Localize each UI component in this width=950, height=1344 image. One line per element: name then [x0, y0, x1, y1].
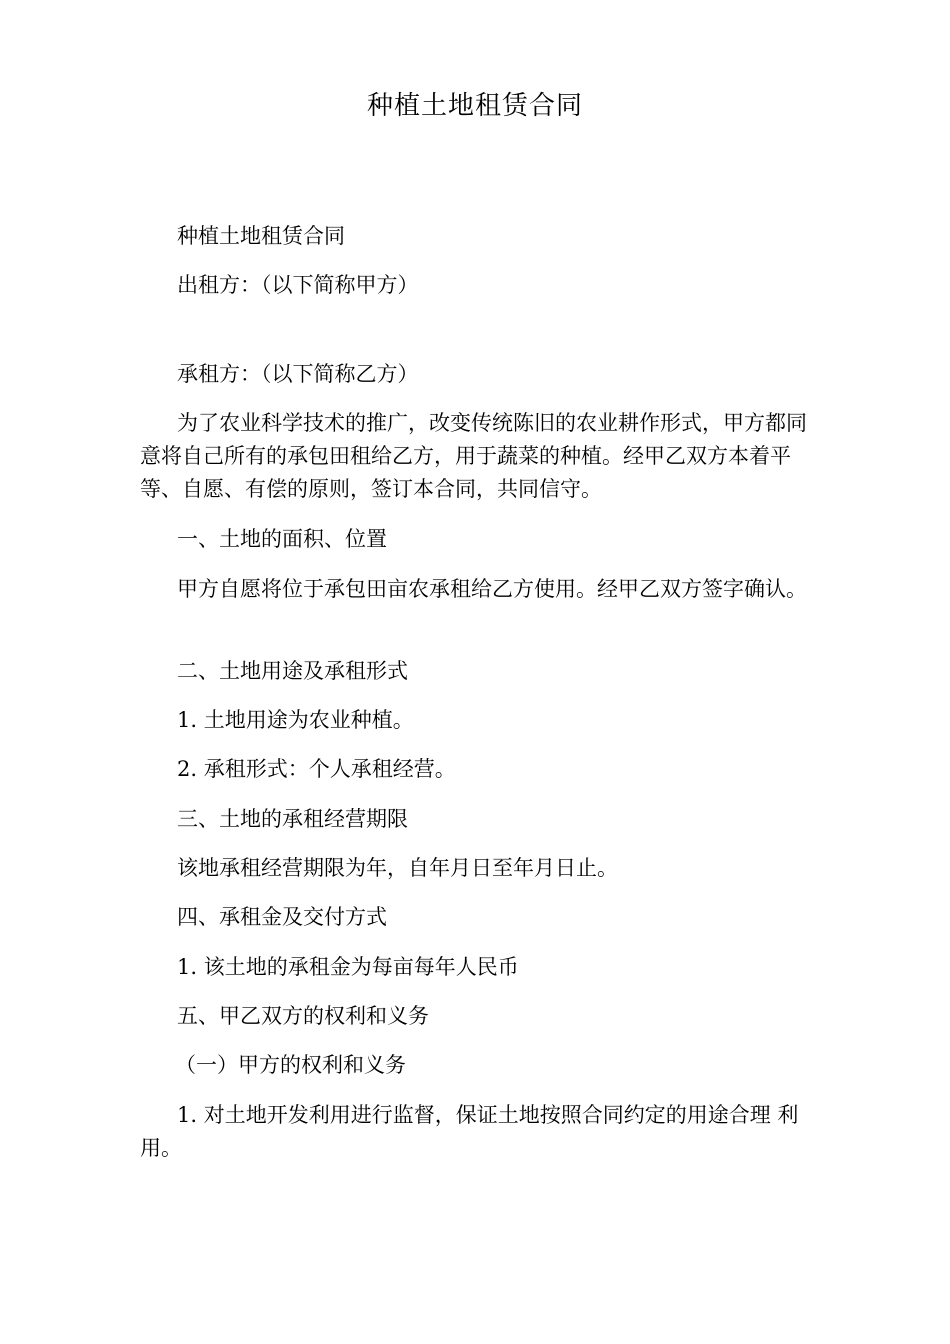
clause-2-1: 1. 土地用途为农业种植。: [177, 708, 414, 732]
paragraph-section-3: 该地承租经营期限为年，自年月日至年月日止。: [177, 856, 618, 880]
section-heading-3: 三、土地的承租经营期限: [177, 807, 408, 831]
section-heading-2: 二、土地用途及承租形式: [177, 659, 408, 683]
paragraph-subtitle: 种植土地租赁合同: [177, 224, 345, 248]
paragraph-lessor: 出租方：（以下简称甲方）: [177, 273, 419, 297]
clause-5-1-1: 1. 对土地开发利用进行监督，保证土地按照合同约定的用途合理 利用。: [140, 1103, 799, 1160]
subsection-heading-5-1: （一）甲方的权利和义务: [175, 1053, 406, 1077]
paragraph-lessee: 承租方：（以下简称乙方）: [177, 362, 419, 386]
section-heading-4: 四、承租金及交付方式: [177, 905, 387, 929]
paragraph-section-1: 甲方自愿将位于承包田亩农承租给乙方使用。经甲乙双方签字确认。: [177, 577, 807, 601]
section-heading-5: 五、甲乙双方的权利和义务: [177, 1004, 429, 1028]
paragraph-preamble: 为了农业科学技术的推广，改变传统陈旧的农业耕作形式，甲方都同意将自己所有的承包田租给乙方，用于蔬菜的种植。经甲乙双方本着平等、自愿、有偿的原则，签订本合同，共同信守。: [140, 411, 807, 501]
section-heading-1: 一、土地的面积、位置: [177, 527, 387, 551]
clause-2-2: 2. 承租形式：个人承租经营。: [177, 757, 456, 781]
document-title: 种植土地租赁合同: [366, 91, 583, 121]
clause-4-1: 1. 该土地的承租金为每亩每年人民币: [177, 955, 519, 979]
